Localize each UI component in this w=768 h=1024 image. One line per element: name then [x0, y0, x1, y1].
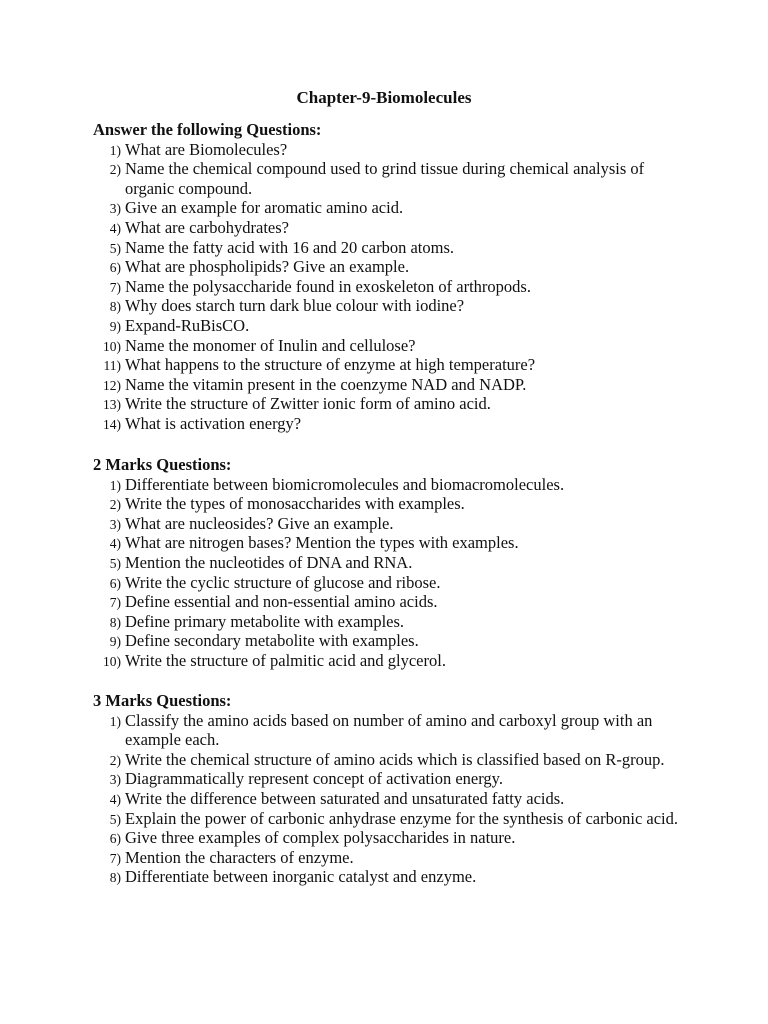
- question-text: Write the difference between saturated and unsaturated fatty acids.: [125, 788, 565, 808]
- question-number: 5): [109, 240, 121, 256]
- question-number: 1): [109, 142, 121, 158]
- question-text: Write the chemical structure of amino acids which is classified based on R-group.: [125, 749, 665, 769]
- question-text: Write the types of monosaccharides with examples.: [125, 494, 465, 514]
- question-text: What happens to the structure of enzyme at high temperature?: [125, 355, 536, 375]
- question-item: [93, 198, 693, 218]
- question-item: [93, 394, 693, 414]
- question-number: 8): [109, 614, 121, 630]
- question-text: Define primary metabolite with examples.: [125, 611, 405, 631]
- question-number: 1): [109, 713, 121, 729]
- question-number: 6): [109, 831, 121, 847]
- question-number: 10): [103, 338, 121, 354]
- question-item: [93, 573, 693, 593]
- question-text: What are nitrogen bases? Mention the types with examples.: [125, 533, 519, 553]
- question-item: [93, 514, 693, 534]
- question-item: [93, 414, 693, 434]
- question-text: Name the chemical compound used to grind tissue during chemical analysis of organic compound.: [125, 159, 645, 198]
- question-item: [93, 848, 693, 868]
- question-number: 2): [109, 162, 121, 178]
- question-item: [93, 296, 693, 316]
- question-text: Differentiate between biomicromolecules and biomacromolecules.: [125, 474, 565, 494]
- section-heading: 3 Marks Questions:: [93, 691, 232, 710]
- question-item: [93, 809, 693, 829]
- question-item: [93, 375, 693, 395]
- question-number: 1): [109, 477, 121, 493]
- question-item: [93, 651, 693, 671]
- question-number: 4): [109, 536, 121, 552]
- question-item: [93, 750, 693, 770]
- section-3-marks: [93, 691, 693, 887]
- question-text: Diagrammatically represent concept of activation energy.: [125, 769, 503, 789]
- question-item: [93, 336, 693, 356]
- question-text: Write the cyclic structure of glucose and ribose.: [125, 572, 441, 592]
- question-item: [93, 277, 693, 297]
- question-number: 2): [109, 752, 121, 768]
- question-item: [93, 475, 693, 495]
- question-item: [93, 769, 693, 789]
- question-item: [93, 631, 693, 651]
- question-text: What are carbohydrates?: [125, 217, 289, 237]
- question-text: Give an example for aromatic amino acid.: [125, 198, 404, 218]
- question-text: What are phospholipids? Give an example.: [125, 257, 410, 277]
- question-number: 10): [103, 653, 121, 669]
- question-item: [93, 257, 693, 277]
- question-text: Write the structure of palmitic acid and glycerol.: [125, 650, 446, 670]
- question-item: [93, 355, 693, 375]
- question-text: Name the polysaccharide found in exoskeleton of arthropods.: [125, 276, 531, 296]
- question-list: [93, 140, 693, 434]
- question-number: 13): [103, 397, 121, 413]
- question-text: What are nucleosides? Give an example.: [125, 513, 394, 533]
- question-text: Why does starch turn dark blue colour with iodine?: [125, 296, 465, 316]
- question-item: [93, 218, 693, 238]
- question-text: Define essential and non-essential amino acids.: [125, 592, 438, 612]
- question-number: 7): [109, 279, 121, 295]
- question-text: Give three examples of complex polysaccharides in nature.: [125, 828, 516, 848]
- question-text: Expand-RuBisCO.: [125, 315, 250, 335]
- section-2-marks: [93, 455, 693, 671]
- question-number: 2): [109, 497, 121, 513]
- question-text: Mention the nucleotides of DNA and RNA.: [125, 552, 413, 572]
- question-item: [93, 159, 693, 198]
- question-text: Differentiate between inorganic catalyst and enzyme.: [125, 867, 477, 887]
- question-number: 5): [109, 811, 121, 827]
- question-number: 3): [109, 201, 121, 217]
- question-number: 8): [109, 299, 121, 315]
- question-text: Mention the characters of enzyme.: [125, 847, 354, 867]
- page-title: Chapter-9-Biomolecules: [296, 88, 472, 107]
- question-number: 9): [109, 634, 121, 650]
- question-text: Name the monomer of Inulin and cellulose?: [125, 335, 416, 355]
- question-number: 6): [109, 575, 121, 591]
- question-item: [93, 612, 693, 632]
- question-item: [93, 789, 693, 809]
- question-number: 9): [109, 318, 121, 334]
- question-item: [93, 828, 693, 848]
- question-number: 8): [109, 870, 121, 886]
- question-number: 4): [109, 220, 121, 236]
- question-text: Define secondary metabolite with examples.: [125, 631, 419, 651]
- question-list: [93, 711, 693, 887]
- question-number: 3): [109, 516, 121, 532]
- question-text: Name the fatty acid with 16 and 20 carbon atoms.: [125, 237, 454, 257]
- question-item: [93, 494, 693, 514]
- question-number: 7): [109, 850, 121, 866]
- question-number: 4): [109, 791, 121, 807]
- question-number: 3): [109, 772, 121, 788]
- question-number: 12): [103, 377, 121, 393]
- question-number: 11): [103, 358, 121, 374]
- section-heading: 2 Marks Questions:: [93, 455, 232, 474]
- question-number: 5): [109, 555, 121, 571]
- question-text: Write the structure of Zwitter ionic form of amino acid.: [125, 394, 491, 414]
- question-item: [93, 316, 693, 336]
- question-item: [93, 711, 693, 750]
- question-text: What are Biomolecules?: [125, 139, 288, 159]
- question-item: [93, 238, 693, 258]
- question-text: Explain the power of carbonic anhydrase enzyme for the synthesis of carbonic acid.: [125, 808, 678, 828]
- question-item: [93, 533, 693, 553]
- section-short-answer: [93, 120, 693, 434]
- question-item: [93, 553, 693, 573]
- section-heading: Answer the following Questions:: [93, 120, 322, 139]
- question-text: Name the vitamin present in the coenzyme NAD and NADP.: [125, 374, 527, 394]
- question-number: 14): [103, 416, 121, 432]
- question-list: [93, 475, 693, 671]
- question-text: Classify the amino acids based on number of amino and carboxyl group with an example each.: [125, 710, 653, 750]
- question-number: 6): [109, 260, 121, 276]
- question-text: What is activation energy?: [125, 413, 302, 433]
- question-item: [93, 592, 693, 612]
- question-item: [93, 140, 693, 160]
- question-number: 7): [109, 595, 121, 611]
- question-item: [93, 867, 693, 887]
